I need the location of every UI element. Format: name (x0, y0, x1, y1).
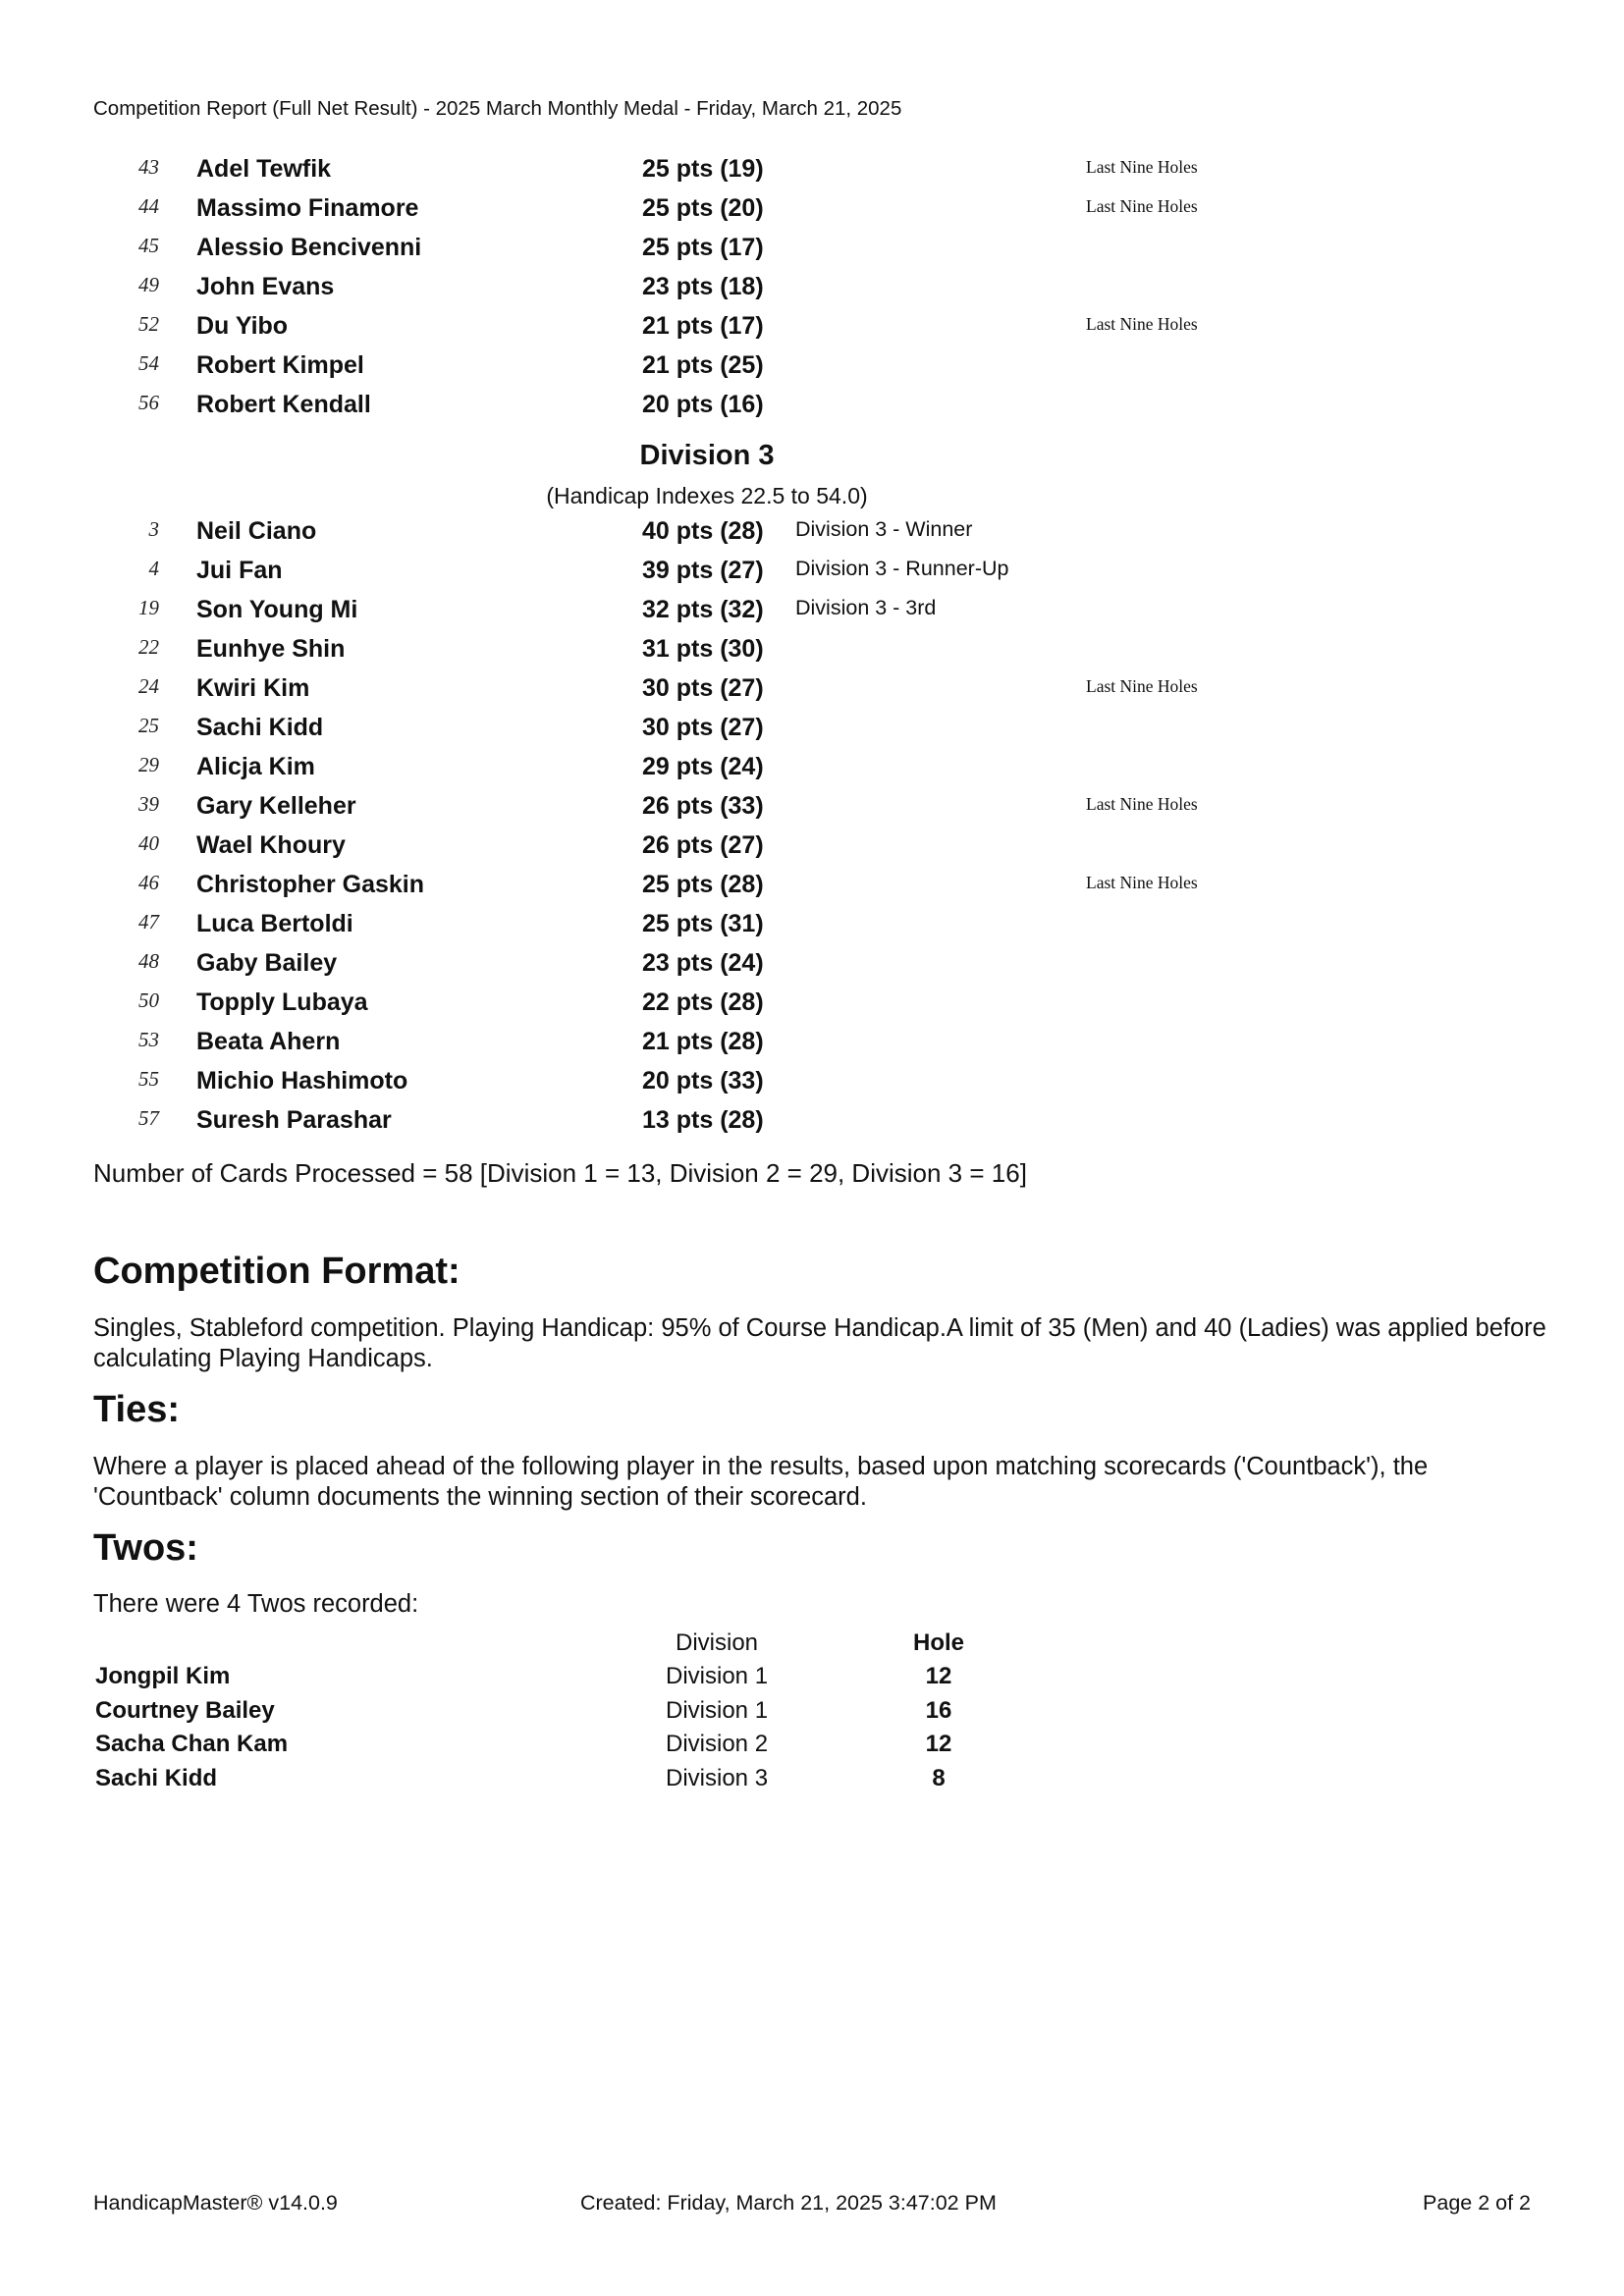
position: 53 (138, 1028, 159, 1051)
position: 29 (138, 753, 159, 776)
player-name: Christopher Gaskin (196, 871, 424, 898)
result-row (0, 753, 1624, 792)
award: Division 3 - Winner (795, 517, 973, 541)
result-row (0, 557, 1624, 596)
player-name: Gary Kelleher (196, 792, 356, 820)
score: 21 pts (17) (642, 312, 764, 340)
footer-created: Created: Friday, March 21, 2025 3:47:02 PM (580, 2191, 997, 2215)
footer-software: HandicapMaster® v14.0.9 (93, 2191, 338, 2215)
twos-hole: 8 (932, 1765, 946, 1791)
player-name: Gaby Bailey (196, 949, 338, 977)
countback: Last Nine Holes (1086, 873, 1198, 892)
player-name: Topply Lubaya (196, 988, 368, 1016)
player-name: Luca Bertoldi (196, 910, 353, 937)
result-row (0, 792, 1624, 831)
position: 22 (138, 635, 159, 659)
twos-player: Sachi Kidd (95, 1765, 218, 1791)
result-row (0, 871, 1624, 910)
result-row (0, 273, 1624, 312)
division-subtitle: (Handicap Indexes 22.5 to 54.0) (546, 483, 868, 508)
player-name: Beata Ahern (196, 1028, 341, 1055)
twos-hole: 12 (925, 1663, 952, 1689)
position: 40 (138, 831, 159, 855)
result-row (0, 312, 1624, 351)
position: 43 (138, 155, 159, 179)
countback: Last Nine Holes (1086, 314, 1198, 334)
position: 39 (138, 792, 159, 816)
competition-format-heading: Competition Format: (93, 1251, 460, 1292)
result-row (0, 949, 1624, 988)
award: Division 3 - Runner-Up (795, 557, 1009, 580)
player-name: Robert Kendall (196, 391, 371, 418)
countback: Last Nine Holes (1086, 196, 1198, 216)
score: 22 pts (28) (642, 988, 764, 1016)
player-name: Neil Ciano (196, 517, 317, 545)
position: 55 (138, 1067, 159, 1091)
score: 20 pts (16) (642, 391, 764, 418)
result-row (0, 831, 1624, 871)
result-row (0, 910, 1624, 949)
countback: Last Nine Holes (1086, 157, 1198, 177)
position: 56 (138, 391, 159, 414)
twos-division: Division 1 (666, 1697, 769, 1724)
score: 23 pts (24) (642, 949, 764, 977)
score: 23 pts (18) (642, 273, 764, 300)
position: 45 (138, 234, 159, 257)
result-row (0, 517, 1624, 557)
score: 32 pts (32) (642, 596, 764, 623)
twos-hole: 16 (925, 1697, 952, 1724)
result-row (0, 988, 1624, 1028)
player-name: Jui Fan (196, 557, 283, 584)
position: 4 (148, 557, 159, 580)
score: 31 pts (30) (642, 635, 764, 663)
score: 20 pts (33) (642, 1067, 764, 1095)
position: 47 (138, 910, 159, 934)
position: 49 (138, 273, 159, 296)
score: 25 pts (31) (642, 910, 764, 937)
position: 19 (138, 596, 159, 619)
twos-division: Division 3 (666, 1765, 769, 1791)
player-name: Eunhye Shin (196, 635, 346, 663)
result-row (0, 351, 1624, 391)
player-name: Sachi Kidd (196, 714, 324, 741)
countback: Last Nine Holes (1086, 676, 1198, 696)
player-name: Son Young Mi (196, 596, 358, 623)
twos-row (0, 1697, 1624, 1731)
score: 39 pts (27) (642, 557, 764, 584)
report-header: Competition Report (Full Net Result) - 2025 March Monthly Medal - Friday, March 21, 2025 (93, 97, 902, 120)
result-row (0, 1028, 1624, 1067)
score: 26 pts (33) (642, 792, 764, 820)
position: 50 (138, 988, 159, 1012)
position: 25 (138, 714, 159, 737)
player-name: Michio Hashimoto (196, 1067, 408, 1095)
score: 13 pts (28) (642, 1106, 764, 1134)
result-row (0, 194, 1624, 234)
player-name: Suresh Parashar (196, 1106, 392, 1134)
twos-player: Sacha Chan Kam (95, 1731, 289, 1757)
countback: Last Nine Holes (1086, 794, 1198, 814)
player-name: Du Yibo (196, 312, 289, 340)
twos-hole: 12 (925, 1731, 952, 1757)
result-row (0, 1106, 1624, 1146)
position: 54 (138, 351, 159, 375)
result-row (0, 1067, 1624, 1106)
result-row (0, 596, 1624, 635)
score: 25 pts (28) (642, 871, 764, 898)
position: 24 (138, 674, 159, 698)
ties-text: Where a player is placed ahead of the following player in the results, based upon matching scorecards ('Countback'), the 'Countback' column documents the winning section of their scorecard. (93, 1453, 1429, 1511)
award: Division 3 - 3rd (795, 596, 937, 619)
twos-player: Courtney Bailey (95, 1697, 275, 1724)
twos-player: Jongpil Kim (95, 1663, 231, 1689)
position: 46 (138, 871, 159, 894)
twos-division: Division 2 (666, 1731, 769, 1757)
score: 25 pts (20) (642, 194, 764, 222)
player-name: Wael Khoury (196, 831, 346, 859)
division-title: Division 3 (639, 440, 775, 471)
position: 3 (148, 517, 159, 541)
cards-processed: Number of Cards Processed = 58 [Division 1 = 13, Division 2 = 29, Division 3 = 16] (93, 1158, 1027, 1188)
score: 25 pts (17) (642, 234, 764, 261)
twos-heading: Twos: (93, 1527, 198, 1569)
twos-col-hole: Hole (912, 1629, 964, 1656)
result-row (0, 391, 1624, 430)
score: 21 pts (25) (642, 351, 764, 379)
result-row (0, 234, 1624, 273)
result-row (0, 635, 1624, 674)
player-name: Alessio Bencivenni (196, 234, 422, 261)
score: 40 pts (28) (642, 517, 764, 545)
position: 57 (138, 1106, 159, 1130)
twos-col-division: Division (676, 1629, 759, 1656)
footer-page-number: Page 2 of 2 (1423, 2191, 1531, 2215)
score: 30 pts (27) (642, 714, 764, 741)
twos-row (0, 1663, 1624, 1696)
position: 52 (138, 312, 159, 336)
player-name: Kwiri Kim (196, 674, 310, 702)
position: 48 (138, 949, 159, 973)
player-name: Adel Tewfik (196, 155, 332, 183)
twos-row (0, 1765, 1624, 1798)
result-row (0, 714, 1624, 753)
player-name: Robert Kimpel (196, 351, 364, 379)
player-name: Massimo Finamore (196, 194, 419, 222)
twos-intro: There were 4 Twos recorded: (93, 1590, 419, 1618)
score: 30 pts (27) (642, 674, 764, 702)
score: 25 pts (19) (642, 155, 764, 183)
ties-heading: Ties: (93, 1389, 181, 1430)
position: 44 (138, 194, 159, 218)
twos-division: Division 1 (666, 1663, 769, 1689)
result-row (0, 155, 1624, 194)
player-name: Alicja Kim (196, 753, 315, 780)
result-row (0, 674, 1624, 714)
player-name: John Evans (196, 273, 335, 300)
twos-row (0, 1731, 1624, 1764)
score: 26 pts (27) (642, 831, 764, 859)
competition-format-text: Singles, Stableford competition. Playing Handicap: 95% of Course Handicap.A limit of 35 (Men) and 40 (Ladies) was applied before calculating Playing Handicaps. (93, 1314, 1546, 1372)
score: 21 pts (28) (642, 1028, 764, 1055)
score: 29 pts (24) (642, 753, 764, 780)
